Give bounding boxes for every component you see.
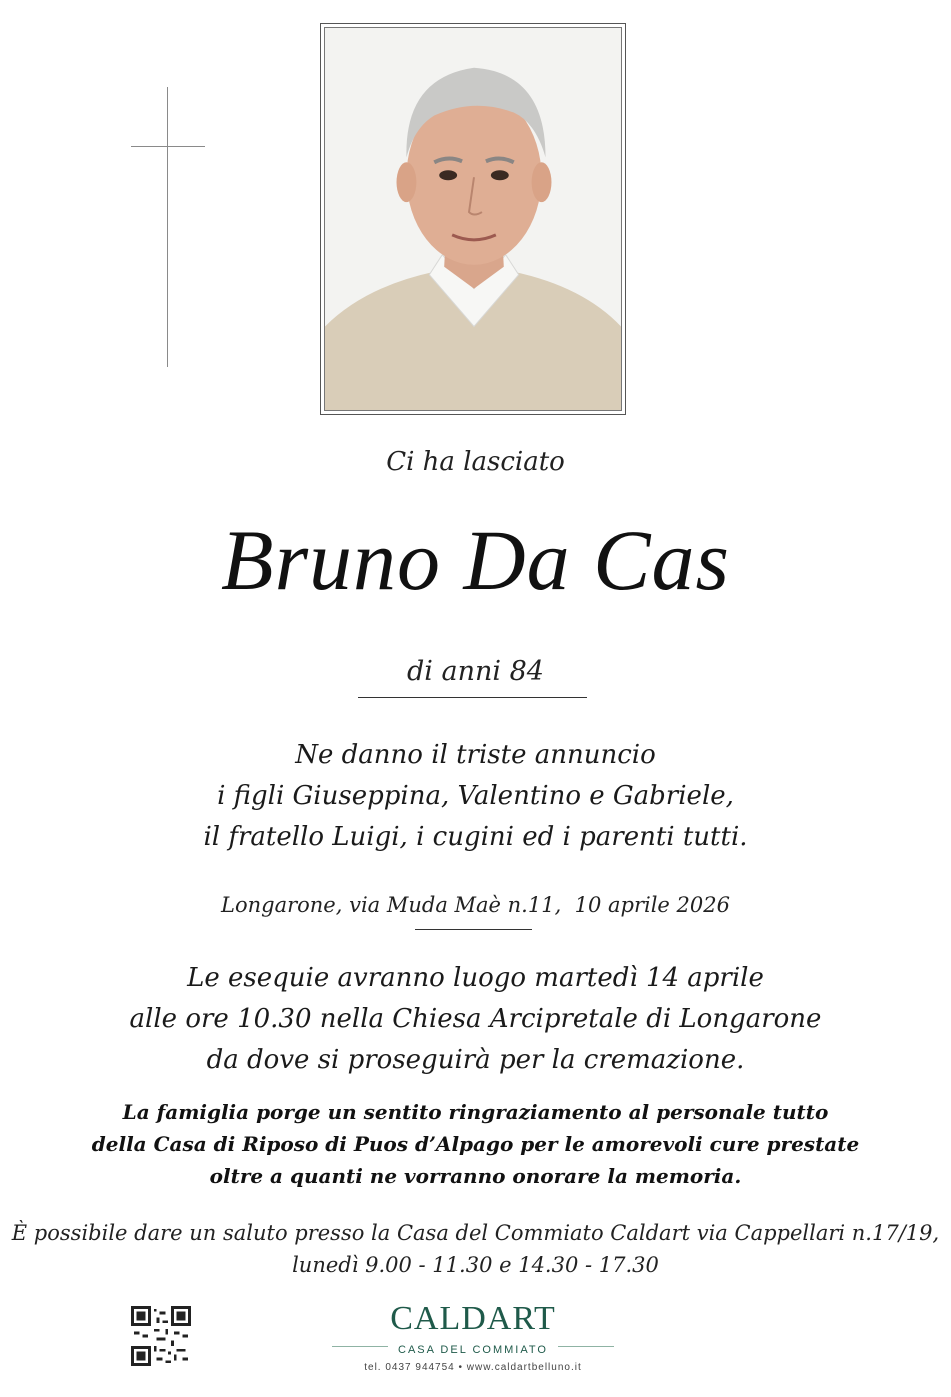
cross-horizontal-line <box>131 146 205 147</box>
logo-title: CALDART <box>390 1300 556 1337</box>
funeral-line: da dove si proseguirà per la cremazione. <box>206 1045 745 1075</box>
announcement-line: Ne danno il triste annuncio <box>295 740 656 770</box>
visit-line: È possibile dare un saluto presso la Casa del Commiato Caldart via Cappellari n.17/19, <box>11 1221 940 1245</box>
visit-line: lunedì 9.00 - 11.30 e 14.30 - 17.30 <box>292 1253 659 1277</box>
announcement-block <box>0 735 951 858</box>
thanks-line: della Casa di Riposo di Puos d’Alpago per le amorevoli cure prestate <box>91 1132 860 1156</box>
funeral-line: Le esequie avranno luogo martedì 14 aprile <box>187 963 764 993</box>
thanks-block <box>0 1096 951 1192</box>
announcement-line: i figli Giuseppina, Valentino e Gabriele, <box>217 781 734 811</box>
funeral-line: alle ore 10.30 nella Chiesa Arcipretale di Longarone <box>129 1004 822 1034</box>
deceased-name: Bruno Da Cas <box>221 512 730 608</box>
announcement-line: il fratello Luigi, i cugini ed i parenti tutti. <box>203 822 748 852</box>
logo-divider <box>332 1346 388 1347</box>
intro-text: Ci ha lasciato <box>386 447 565 477</box>
thanks-line: oltre a quanti ne vorranno onorare la memoria. <box>209 1164 742 1188</box>
funeral-block <box>0 958 951 1081</box>
portrait-photo <box>324 27 622 411</box>
portrait-frame <box>320 23 626 415</box>
thanks-line: La famiglia porge un sentito ringraziamento al personale tutto <box>122 1100 829 1124</box>
cross-vertical-line <box>167 87 168 367</box>
qr-code-icon[interactable] <box>131 1306 191 1366</box>
contact-info: tel. 0437 944754 • www.caldartbelluno.it <box>364 1362 582 1373</box>
logo-subtitle: CASA DEL COMMIATO <box>398 1344 548 1356</box>
divider-line <box>415 929 532 930</box>
caldart-logo <box>330 1300 616 1373</box>
age-text: di anni 84 <box>407 656 544 687</box>
divider-line <box>358 697 587 698</box>
place-date-text: Longarone, via Muda Maè n.11, 10 aprile 2026 <box>221 893 730 917</box>
logo-divider <box>558 1346 614 1347</box>
visit-block <box>0 1217 951 1281</box>
